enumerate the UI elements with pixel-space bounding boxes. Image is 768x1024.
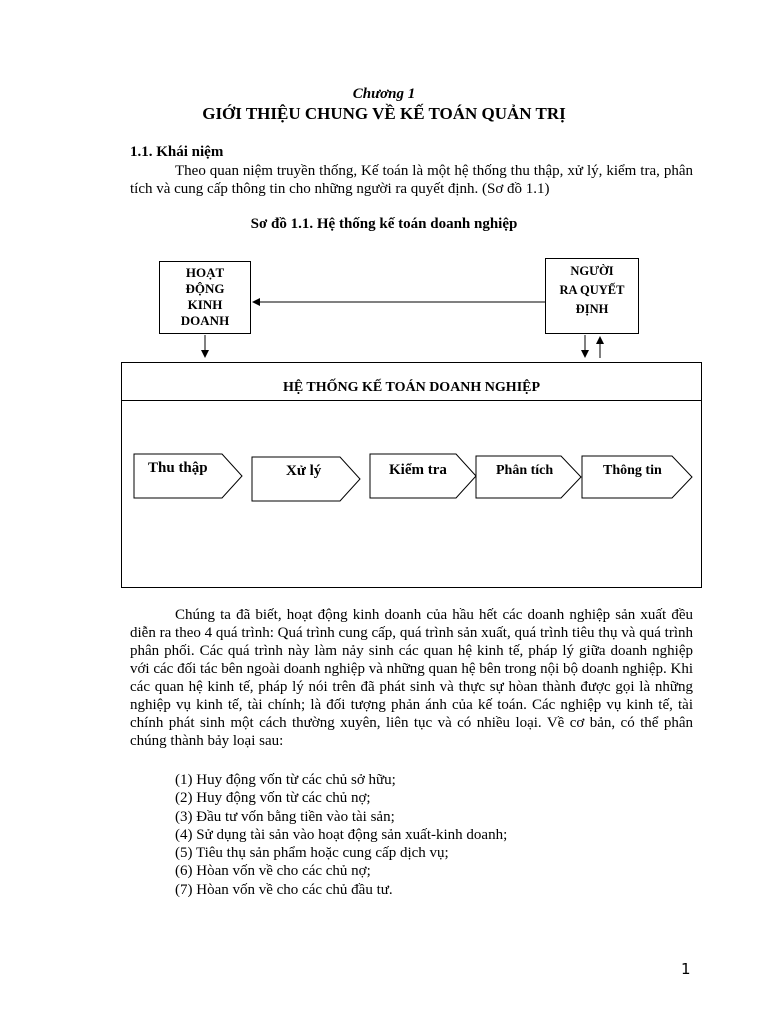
step-label: Phân tích [496, 463, 554, 478]
decision-maker-line: ĐỊNH [575, 302, 609, 316]
transaction-type-list [175, 771, 507, 899]
step-collect [134, 454, 242, 498]
list-item: (5) Tiêu thụ sản phẩm hoặc cung cấp dịch vụ; [175, 845, 449, 862]
section-heading: 1.1. Khái niệm [130, 144, 224, 160]
body-paragraph: Chúng ta đã biết, hoạt động kinh doanh của hầu hết các doanh nghiệp sản xuất đều diễn ra theo 4 quá trình: Quá trình cung cấp, quá trình sản xuất, quá trình tiêu thụ và quá trình phân phối. Các quá trình này làm nảy sinh các quan hệ kinh tế, pháp lý giữa doanh nghiệp với các đối tác bên ngoài doanh nghiệp và những quan hệ bên trong nội bộ doanh nghiệp. Khi các quan hệ kinh tế, pháp lý nói trên đã phát sinh và thực sự hòan thành được gọi là những nghiệp vụ kinh tế, tài chính; là đối tượng phản ánh của kế toán. Các nghiệp vụ kinh tế, tài chính phát sinh một cách thường xuyên, liên tục và có nhiều loại. Về cơ bản, có thể phân chúng thành bảy loại sau: [130, 607, 694, 749]
list-item: (6) Hòan vốn về cho các chủ nợ; [175, 863, 371, 880]
business-activity-line: DOANH [180, 313, 230, 328]
page-title: GIỚI THIỆU CHUNG VỀ KẾ TOÁN QUẢN TRỊ [202, 104, 566, 123]
step-label: Thu thập [148, 460, 208, 476]
step-information [582, 456, 692, 498]
list-item: (7) Hòan vốn về cho các chủ đầu tư. [175, 881, 393, 898]
step-check [370, 454, 476, 498]
system-title: HỆ THỐNG KẾ TOÁN DOANH NGHIỆP [282, 380, 541, 395]
business-activity-line: KINH [187, 297, 223, 312]
business-activity-line: HOẠT [185, 265, 225, 280]
list-item: (2) Huy động vốn từ các chủ nợ; [175, 790, 371, 807]
step-label: Thông tin [603, 463, 662, 478]
list-item: (3) Đầu tư vốn bằng tiền vào tài sản; [175, 808, 395, 825]
list-item: (1) Huy động vốn từ các chủ sở hữu; [175, 772, 396, 788]
step-label: Xử lý [286, 463, 322, 479]
list-item: (4) Sử dụng tài sản vào hoạt động sản xuất-kinh doanh; [175, 826, 508, 843]
diagram-title: Sơ đồ 1.1. Hệ thống kế toán doanh nghiệp [250, 216, 518, 232]
step-analyze [476, 456, 581, 498]
step-label: Kiểm tra [389, 462, 447, 478]
decision-maker-line: RA QUYẾT [559, 283, 625, 297]
step-process [252, 457, 360, 501]
decision-maker-line: NGƯỜI [570, 264, 614, 278]
chapter-label: Chương 1 [352, 86, 416, 102]
business-activity-line: ĐỘNG [185, 281, 225, 296]
page-number: 1 [681, 960, 691, 978]
intro-paragraph: Theo quan niệm truyền thống, Kế toán là một hệ thống thu thập, xử lý, kiểm tra, phân tích và cung cấp thông tin cho những người ra quyết định. (Sơ đồ 1.1) [130, 163, 693, 197]
